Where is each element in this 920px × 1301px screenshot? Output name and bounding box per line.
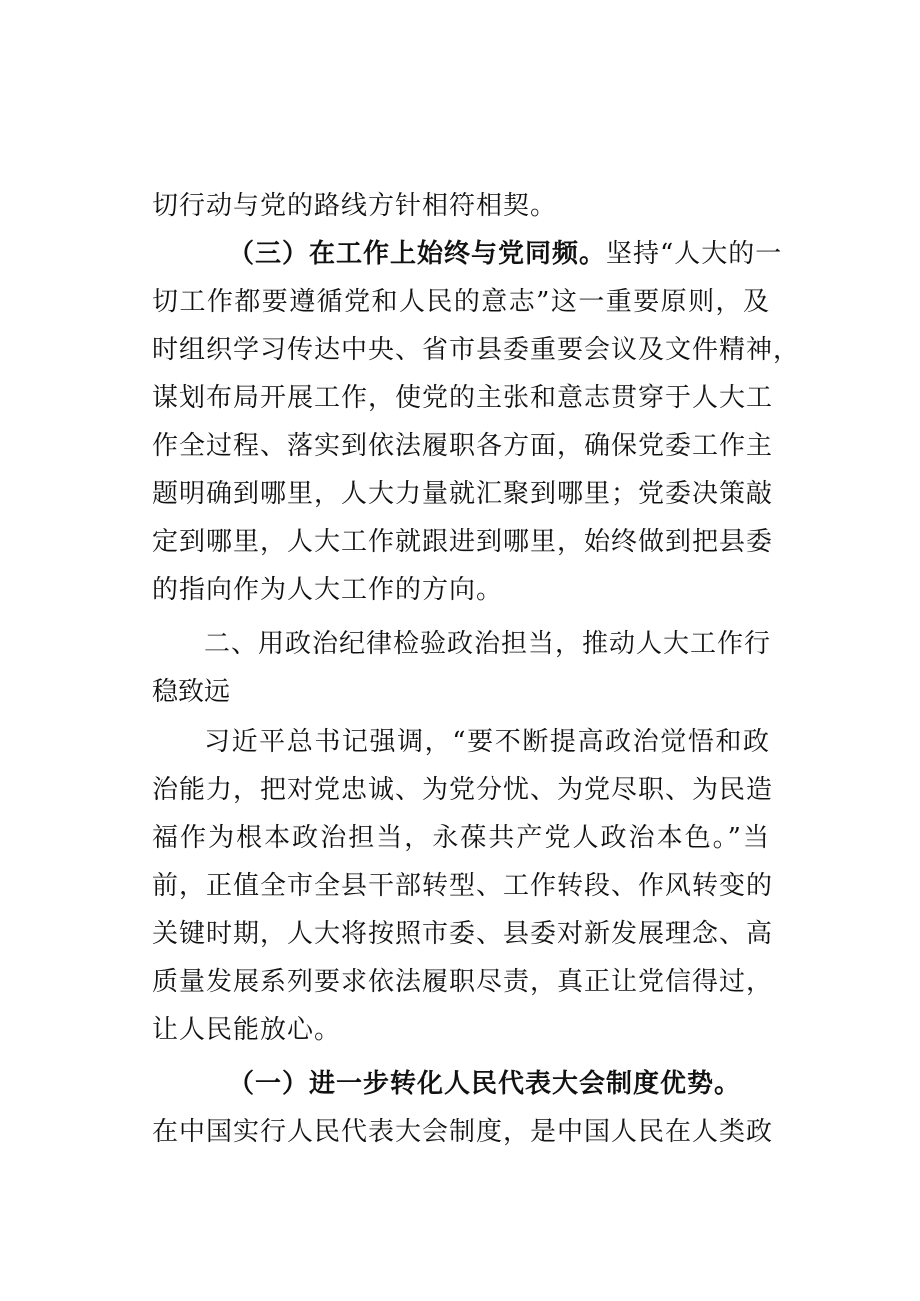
text-line: 的指向作为人大工作的方向。 bbox=[152, 575, 504, 605]
text-line: 时组织学习传达中央、省市县委重要会议及文件精神， bbox=[152, 335, 801, 365]
text-line: 定到哪里，人大工作就跟进到哪里，始终做到把县委 bbox=[152, 527, 774, 557]
subsection-title: （一）进一步转化人民代表大会制度优势。 bbox=[228, 1069, 742, 1099]
text-line: 让人民能放心。 bbox=[152, 1015, 342, 1045]
subsection-heading-line bbox=[228, 1060, 770, 1108]
text-line: 切工作都要遵循党和人民的意志”这一重要原则，及 bbox=[152, 287, 770, 317]
text-line: 作全过程、落实到依法履职各方面，确保党委工作主 bbox=[152, 431, 774, 461]
text-line: 福作为根本政治担当，永葆共产党人政治本色。”当 bbox=[152, 823, 770, 853]
text-line: 前，正值全市全县干部转型、工作转段、作风转变的 bbox=[152, 871, 774, 901]
text-line: 关键时期，人大将按照市委、县委对新发展理念、高 bbox=[152, 919, 774, 949]
text-segment: 坚持“人大的一 bbox=[606, 239, 783, 269]
section-heading-line: 稳致远 bbox=[152, 677, 231, 707]
text-line: 习近平总书记强调，“要不断提高政治觉悟和政 bbox=[204, 727, 770, 757]
text-line: 治能力，把对党忠诚、为党分忧、为党尽职、为民造 bbox=[152, 775, 774, 805]
text-line: 质量发展系列要求依法履职尽责，真正让党信得过， bbox=[152, 967, 774, 997]
subsection-heading-line bbox=[228, 230, 783, 278]
text-line: 谋划布局开展工作，使党的主张和意志贯穿于人大工 bbox=[152, 383, 774, 413]
section-heading-line: 二、用政治纪律检验政治担当，推动人大工作行 bbox=[204, 629, 770, 659]
text-line: 题明确到哪里，人大力量就汇聚到哪里；党委决策敲 bbox=[152, 479, 774, 509]
subsection-title: （三）在工作上始终与党同频。 bbox=[228, 239, 607, 269]
text-line: 在中国实行人民代表大会制度，是中国人民在人类政 bbox=[152, 1117, 774, 1147]
text-line: 切行动与党的路线方针相符相契。 bbox=[152, 191, 558, 221]
